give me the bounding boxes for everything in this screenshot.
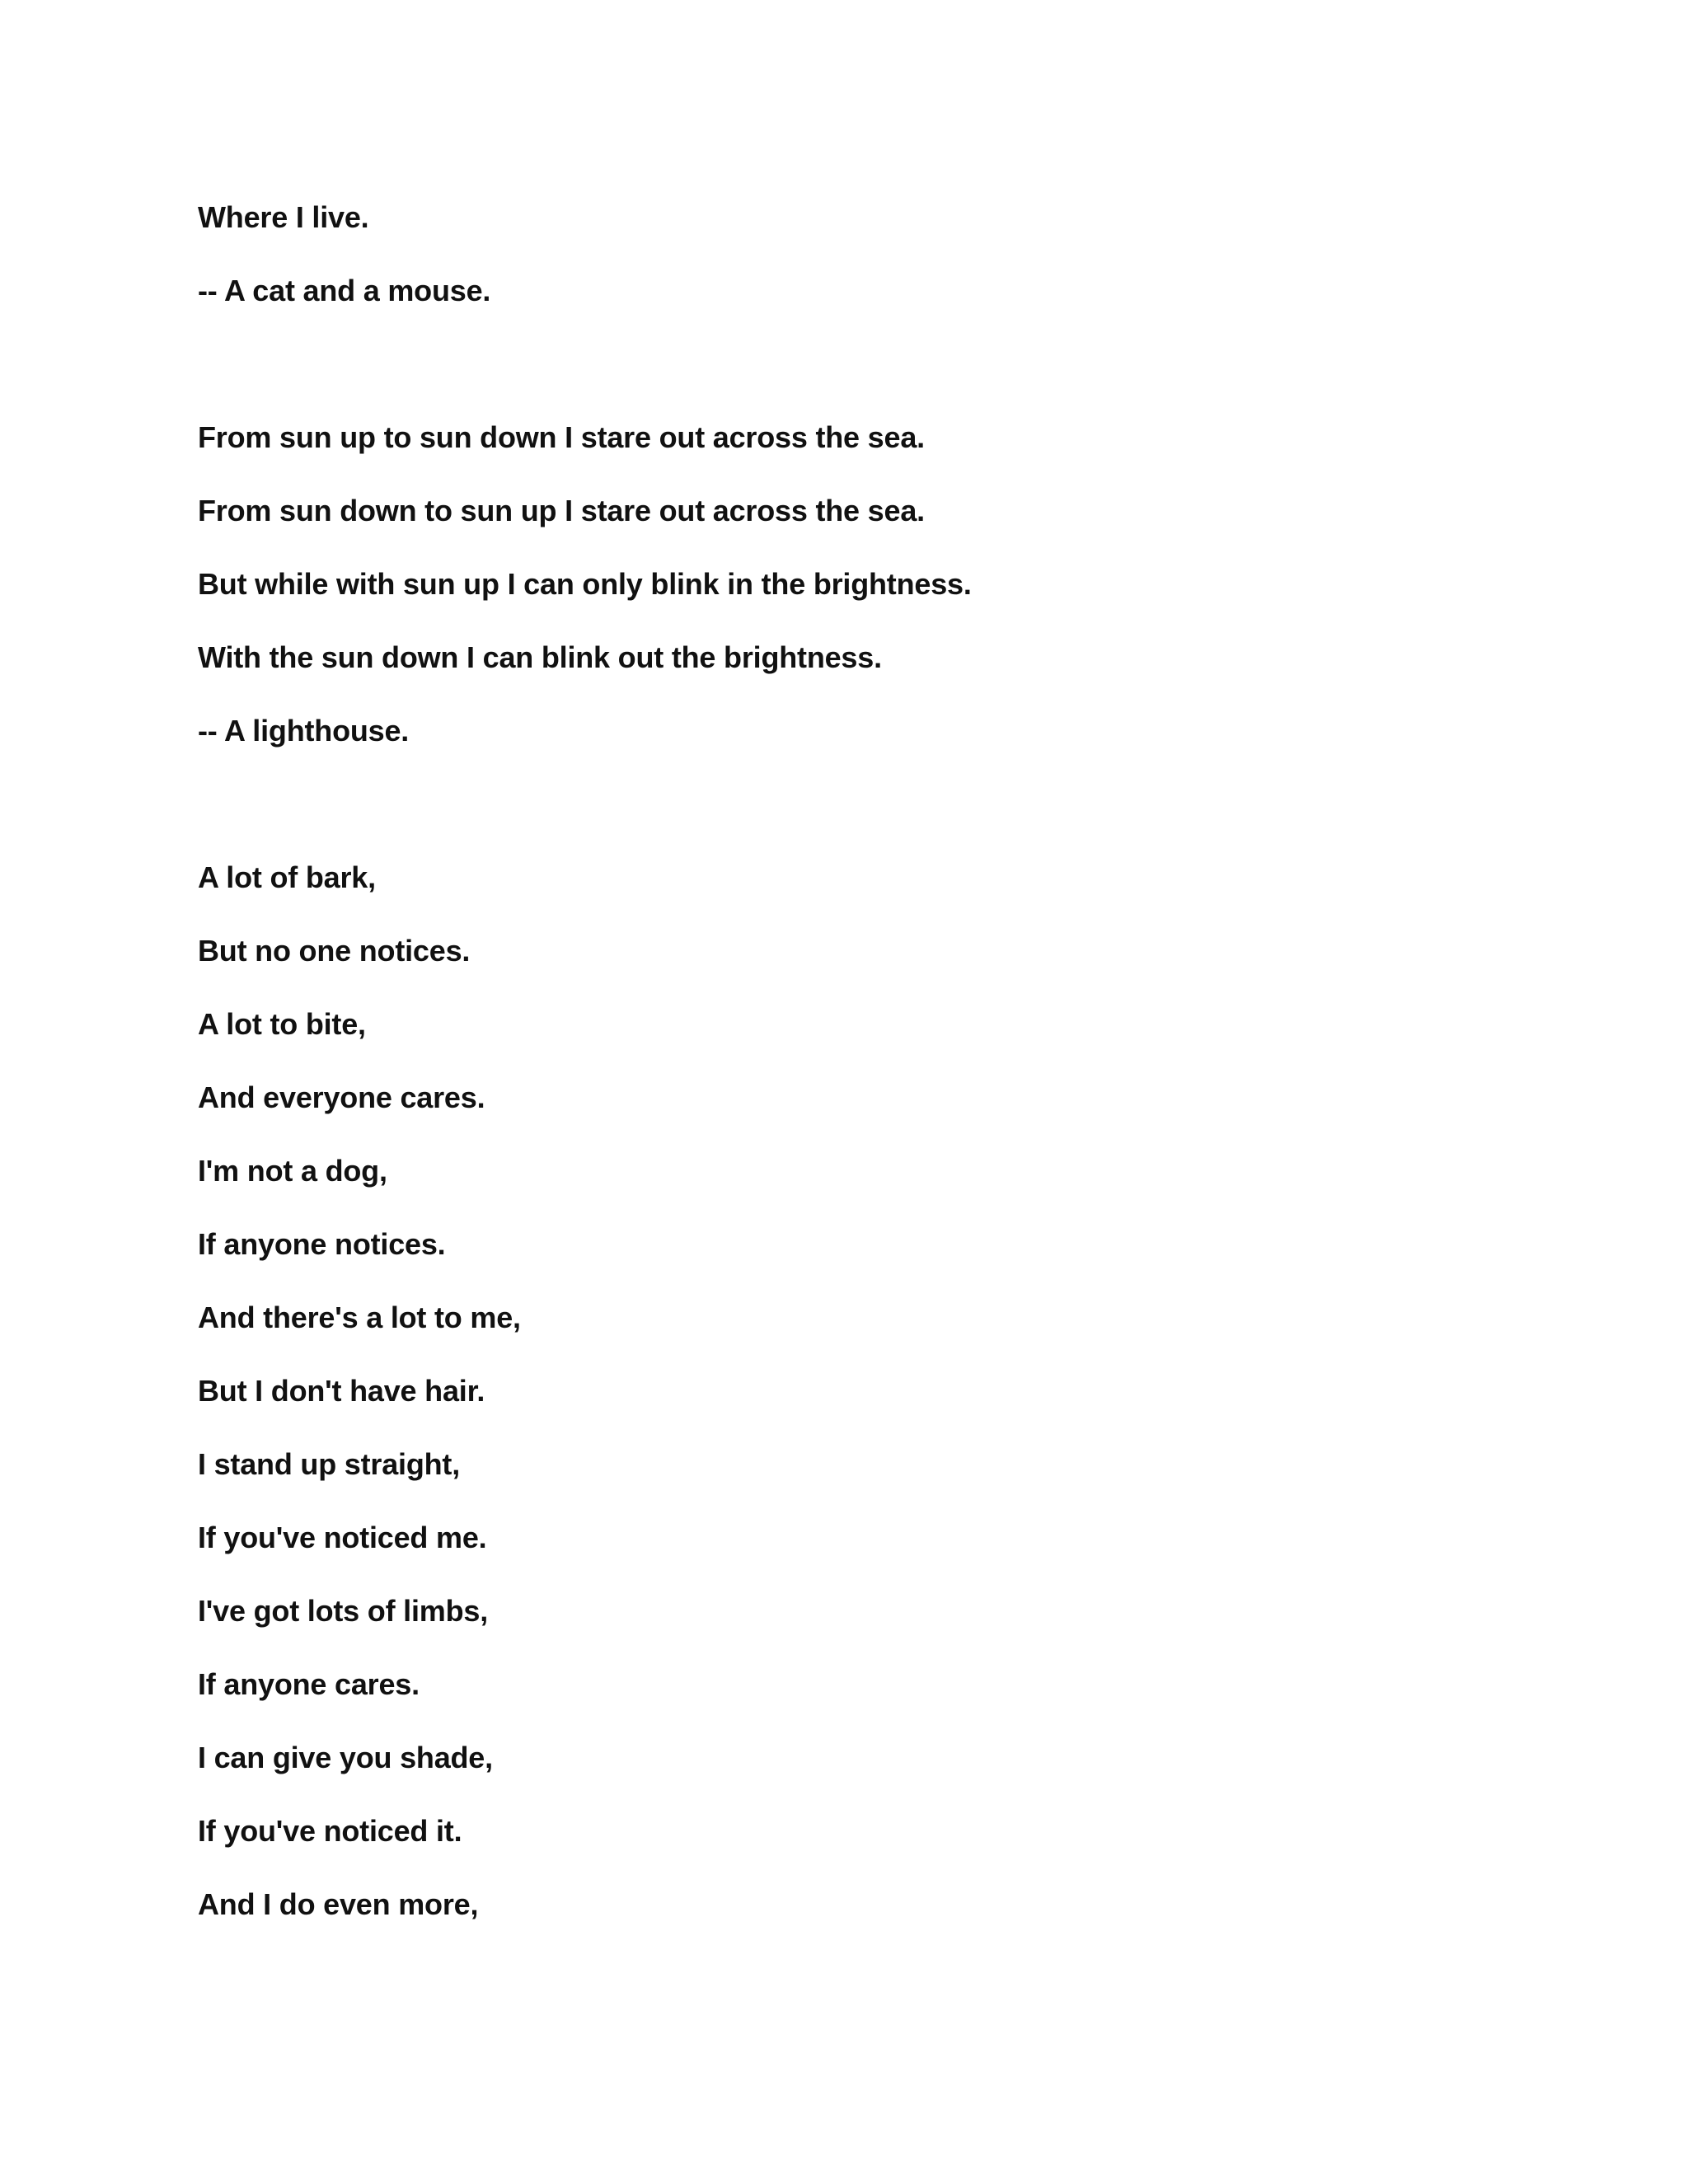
text-line: -- A cat and a mouse. (198, 274, 491, 307)
text-line: If you've noticed me. (198, 1521, 487, 1554)
text-line: And I do even more, (198, 1887, 479, 1921)
text-line: -- A lighthouse. (198, 714, 410, 748)
text-line: If you've noticed it. (198, 1814, 462, 1848)
text-line: But while with sun up I can only blink in the brightness. (198, 567, 972, 601)
text-line: And there's a lot to me, (198, 1301, 521, 1334)
text-line: If anyone cares. (198, 1667, 420, 1701)
text-line: I'm not a dog, (198, 1154, 387, 1188)
text-line: With the sun down I can blink out the brightness. (198, 640, 882, 674)
text-line: From sun up to sun down I stare out across the sea. (198, 420, 925, 454)
text-line: Where I live. (198, 200, 369, 234)
text-line: A lot of bark, (198, 860, 376, 894)
text-line: I can give you shade, (198, 1741, 493, 1774)
text-line: But I don't have hair. (198, 1374, 485, 1408)
text-line: I stand up straight, (198, 1447, 461, 1481)
text-line: If anyone notices. (198, 1227, 446, 1261)
text-line: From sun down to sun up I stare out across the sea. (198, 494, 925, 527)
text-line: But no one notices. (198, 934, 471, 968)
text-line: A lot to bite, (198, 1007, 366, 1041)
text-line: I've got lots of limbs, (198, 1594, 488, 1628)
text-line: And everyone cares. (198, 1080, 485, 1114)
